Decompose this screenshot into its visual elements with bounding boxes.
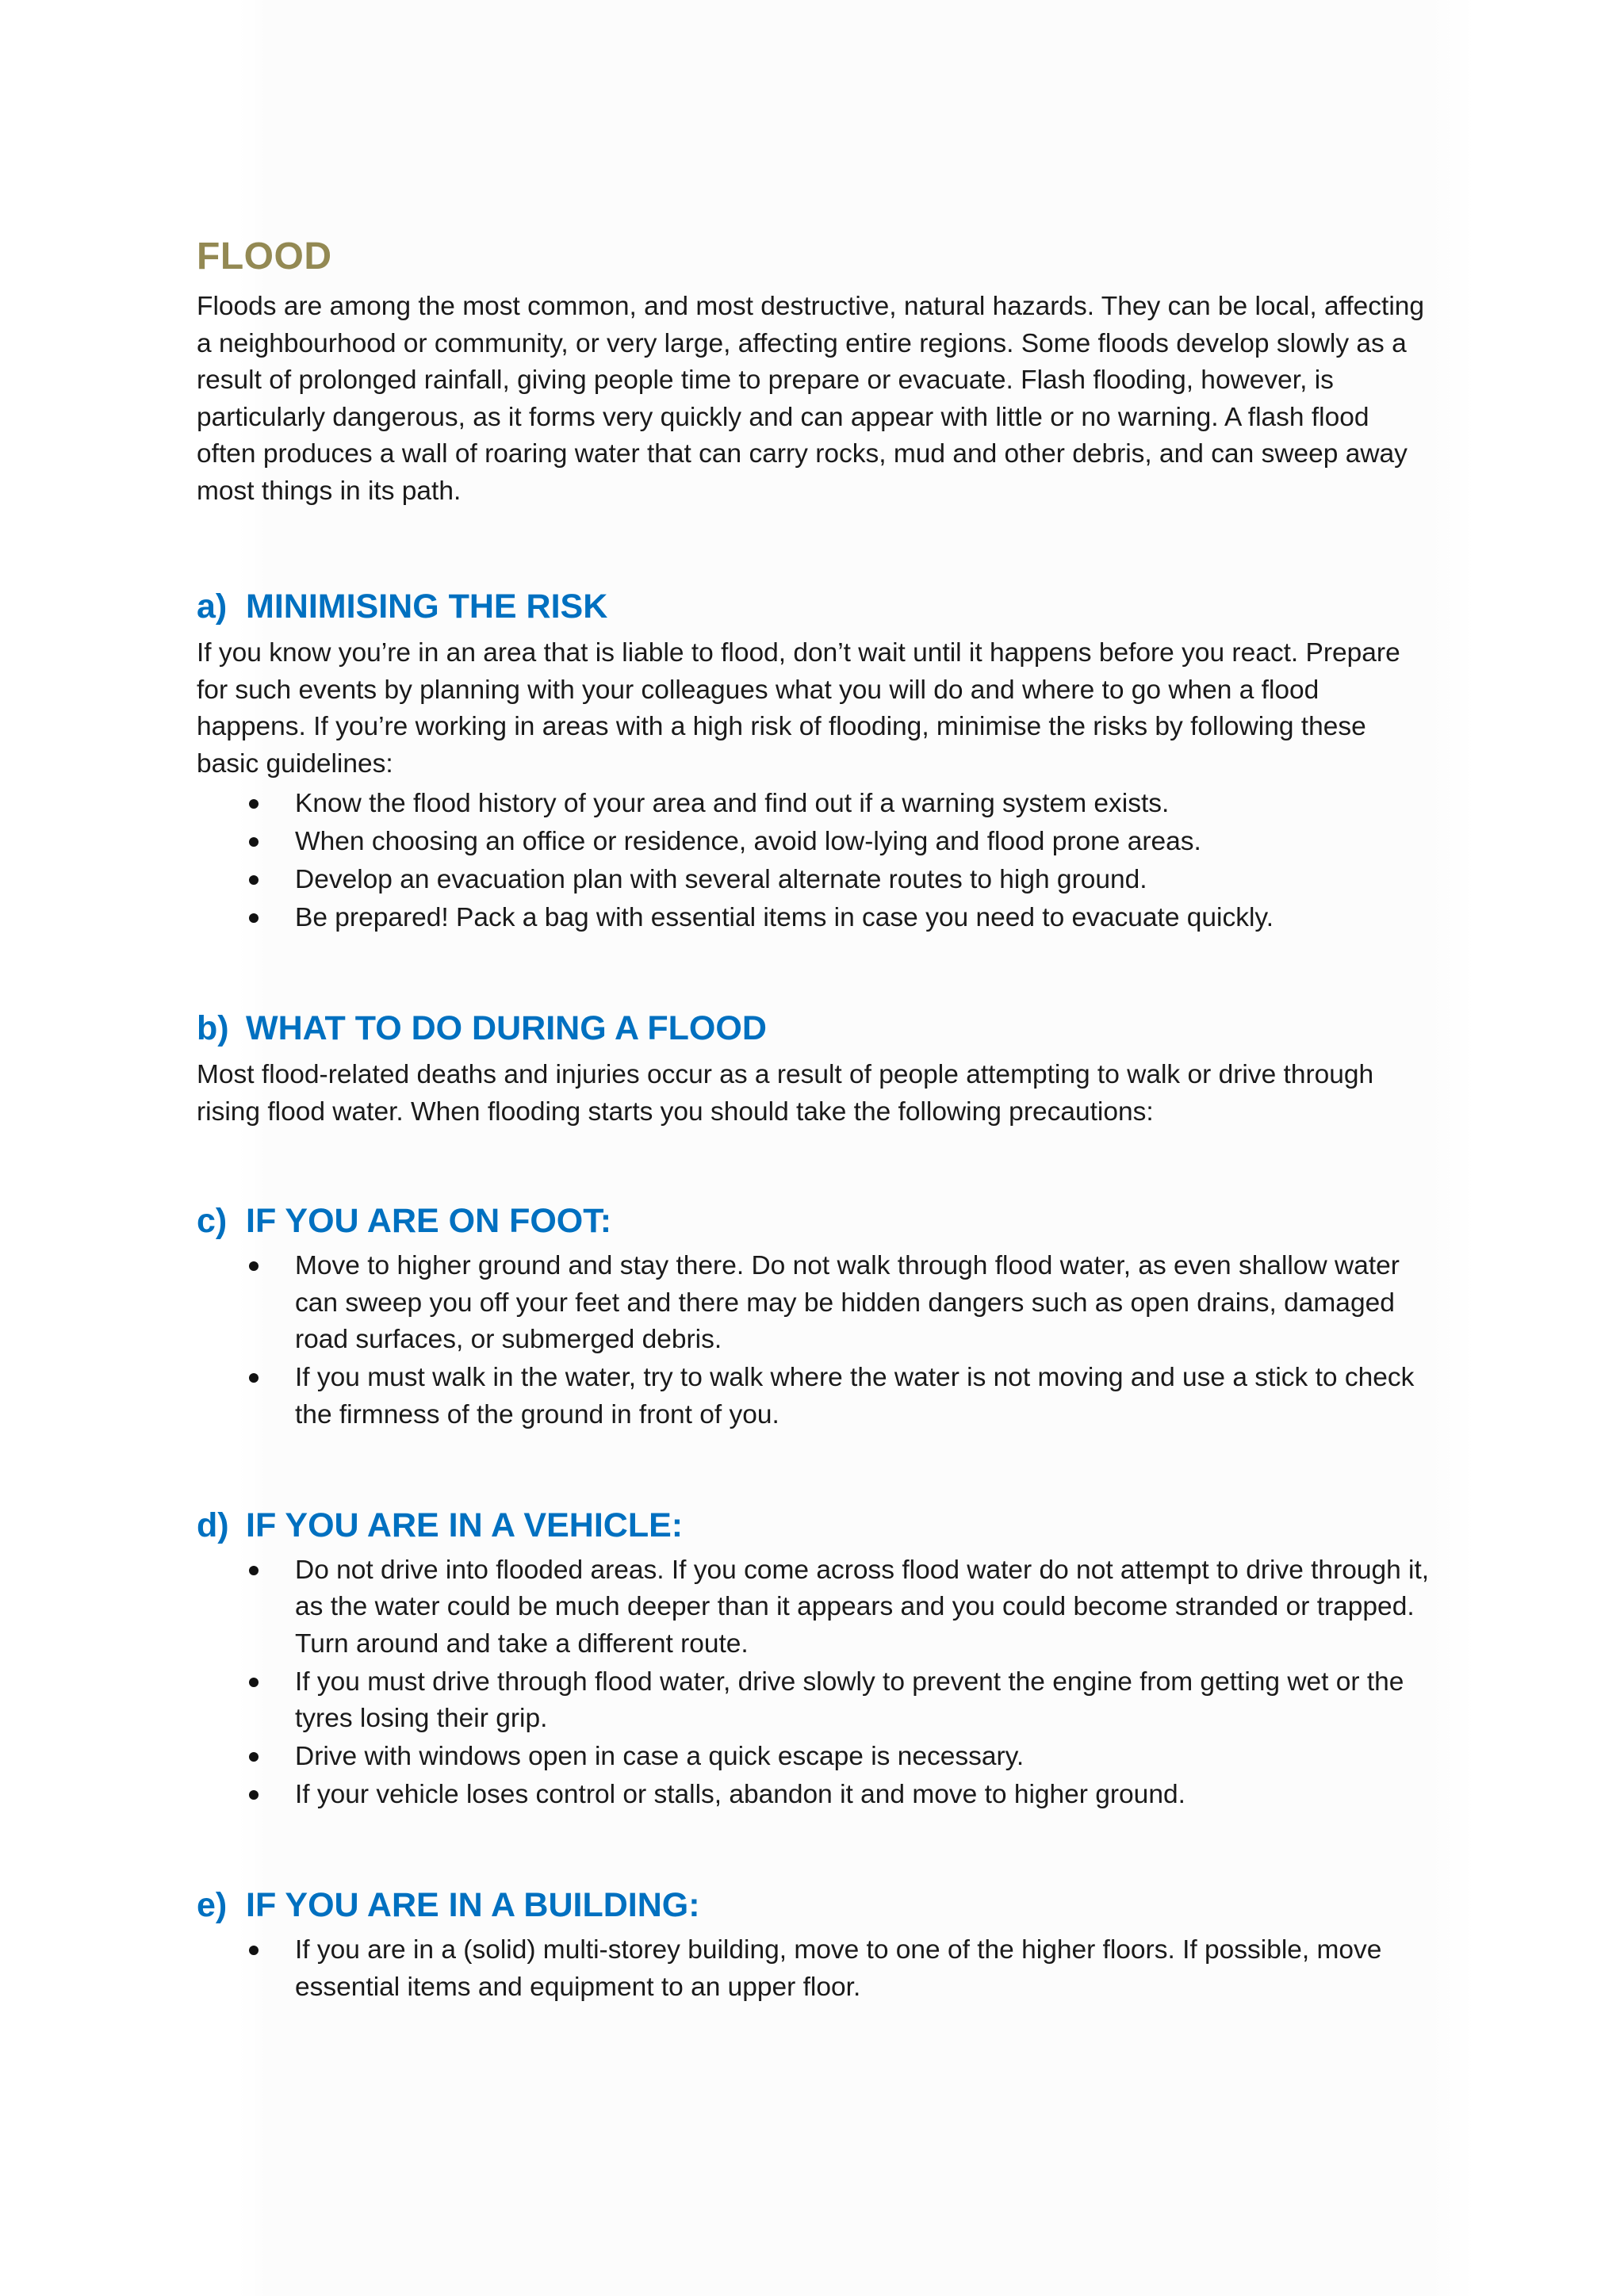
bullet-list-in-a-building [197, 1932, 1434, 2006]
list-item-text: If your vehicle loses control or stalls, abandon it and move to higher ground. [295, 1780, 1185, 1809]
bullet-icon [249, 1261, 259, 1271]
bullet-icon [249, 799, 259, 809]
list-item [197, 900, 1434, 937]
bullet-icon [249, 1678, 259, 1687]
bullet-icon [249, 913, 259, 923]
section-title: MINIMISING THE RISK [246, 587, 608, 626]
bullet-icon [249, 1946, 259, 1955]
list-item [197, 862, 1434, 899]
bullet-icon [249, 1373, 259, 1383]
list-item-text: If you must walk in the water, try to walk where the water is not moving and use a stick to check the firmness of the ground in front of you. [295, 1363, 1415, 1429]
section-letter: e) [197, 1886, 228, 1924]
list-item-text: If you are in a (solid) multi-storey building, move to one of the higher floors. If possible, move essential items and equipment to an upper floor. [295, 1935, 1382, 2002]
list-item [197, 1248, 1434, 1359]
section-heading-minimising-the-risk [197, 583, 1434, 630]
section-paragraph: Most flood-related deaths and injuries occur as a result of people attempting to walk or drive through rising flood water. When flooding starts you should take the following precautions: [197, 1060, 1374, 1127]
list-item-text: Do not drive into flooded areas. If you come across flood water do not attempt to drive through it, as the water could be much deeper than it appears and you could become stranded or trapped. Turn around and take a different route. [295, 1555, 1430, 1659]
list-item-text: Develop an evacuation plan with several alternate routes to high ground. [295, 865, 1147, 894]
section-letter: c) [197, 1202, 228, 1240]
section-letter: a) [197, 587, 228, 626]
section-letter: d) [197, 1506, 229, 1544]
section-paragraph: If you know you’re in an area that is liable to flood, don’t wait until it happens before you react. Prepare for such events by planning with your colleagues what you will do and where to go when a flood happens. If you’re working in areas with a high risk of flooding, minimise the risks by following these basic guidelines: [197, 638, 1400, 779]
bullet-list-in-a-vehicle [197, 1552, 1434, 1814]
bullet-list-minimising-the-risk [197, 786, 1434, 937]
list-item [197, 1360, 1434, 1433]
section-heading-on-foot [197, 1197, 1434, 1245]
section-heading-in-a-vehicle [197, 1502, 1434, 1549]
document-content [197, 230, 1434, 2007]
bullet-icon [249, 1752, 259, 1762]
section-title: WHAT TO DO DURING A FLOOD [246, 1009, 767, 1047]
document-title: FLOOD [197, 235, 332, 277]
list-item-text: Know the flood history of your area and find out if a warning system exists. [295, 789, 1170, 818]
list-item-text: Move to higher ground and stay there. Do not walk through flood water, as even shallow water can sweep you off your feet and there may be hidden dangers such as open drains, damaged road surfaces, or submerged debris. [295, 1251, 1400, 1354]
bullet-icon [249, 837, 259, 847]
section-title: IF YOU ARE IN A VEHICLE: [246, 1506, 684, 1544]
list-item-text: Be prepared! Pack a bag with essential items in case you need to evacuate quickly. [295, 903, 1274, 932]
intro-paragraph: Floods are among the most common, and most destructive, natural hazards. They can be local, affecting a neighbourhood or community, or very large, affecting entire regions. Some floods develop slowly as a result of prolonged rainfall, giving people time to prepare or evacuate. Flash flooding, however, is particularly dangerous, as it forms very quickly and can appear with little or no warning. A flash flood often produces a wall of roaring water that can carry rocks, mud and other debris, and can sweep away most things in its path. [197, 292, 1425, 506]
bullet-list-on-foot [197, 1248, 1434, 1433]
list-item [197, 1932, 1434, 2006]
section-heading-in-a-building [197, 1881, 1434, 1929]
list-item [197, 1664, 1434, 1738]
section-title: IF YOU ARE IN A BUILDING: [246, 1886, 700, 1924]
bullet-icon [249, 1566, 259, 1575]
list-item-text: When choosing an office or residence, avoid low-lying and flood prone areas. [295, 827, 1201, 856]
bullet-icon [249, 875, 259, 885]
list-item [197, 786, 1434, 823]
list-item [197, 824, 1434, 861]
section-title: IF YOU ARE ON FOOT: [246, 1202, 612, 1240]
section-heading-during-a-flood [197, 1004, 1434, 1052]
bullet-icon [249, 1790, 259, 1800]
list-item [197, 1739, 1434, 1776]
list-item-text: Drive with windows open in case a quick escape is necessary. [295, 1742, 1025, 1771]
list-item [197, 1552, 1434, 1663]
list-item [197, 1777, 1434, 1814]
list-item-text: If you must drive through flood water, drive slowly to prevent the engine from getting wet or the tyres losing their grip. [295, 1667, 1404, 1733]
section-letter: b) [197, 1009, 229, 1047]
